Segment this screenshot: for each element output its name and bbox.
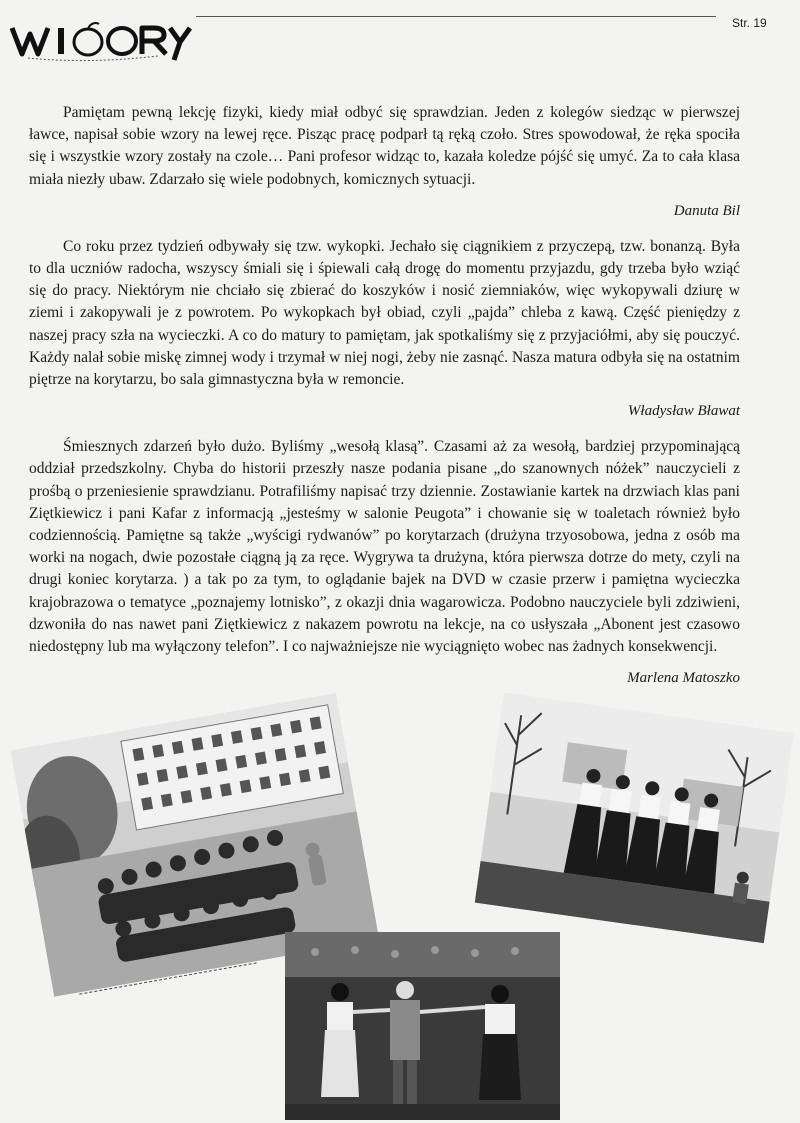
page-number: Str. 19 [732, 16, 767, 30]
article-2-author: Władysław Bławat [627, 403, 740, 420]
logo [8, 18, 198, 62]
photo-dance [285, 932, 560, 1120]
article-2-text: Co roku przez tydzień odbywały się tzw. wykopki. Jechało się ciągnikiem z przyczepą, tzw. bonanzą. Była to dla uczniów radocha, wszyscy śmiali się i śpiewali całą drogę do momentu przyjazdu, gdy trzeba było wziąć się do pracy. Niektórym nie chciało się zbierać do koszyków i nosić ziemniaków, więc wykopywali dziurę w ziemi i zakopywali je z powrotem. Po wykopkach był obiad, czyli „pajda” chleba z kawą. Część pieniędzy z naszej pracy szła na wycieczki. A co do matury to pamiętam, jak spotkaliśmy się z przyjaciółmi, aby się pouczyć. Każdy nalał sobie miskę zimnej wody i trzymał w niej nogi, żeby nie zasnąć. Nasza matura odbyła się na ostatnim piętrze na korytarzu, bo sala gimnastyczna była w remoncie. [29, 237, 740, 389]
article-column [29, 102, 740, 703]
article-1-author: Danuta Bil [673, 202, 740, 219]
header-rule [196, 16, 716, 17]
article-1-text: Pamiętam pewną lekcję fizyki, kiedy miał odbyć się sprawdzian. Jeden z kolegów siedząc w pierwszej ławce, napisał sobie wzory na lewej ręce. Pisząc pracę podparł tą ręką czoło. Stres spowodował, że ręka spociła się i wszystkie wzory zostały na czole… Pani profesor widząc to, kazała koledze pójść się umyć. Za to cała klasa miała niezły ubaw. Zdarzało się wiele podobnych, komicznych sytuacji. [29, 104, 740, 188]
article-3-author: Marlena Matoszko [627, 670, 740, 687]
photo-choir [475, 693, 794, 944]
article-3-text: Śmiesznych zdarzeń było dużo. Byliśmy „wesołą klasą”. Czasami aż za wesołą, bardziej przypominającą oddział przedszkolny. Chyba do historii przeszły nasze podania pisane „do szanownych nóżek” nauczycieli z prośbą o przeniesienie sprawdzianu. Potrafiliśmy napisać trzy dziennie. Zostawianie kartek na drzwiach klas pani Ziętkiewicz i pani Kafar z informacją „jesteśmy w salonie Peugota” i chowanie się w toaletach również było codziennością. Pamiętne są także „wyścigi rydwanów” po korytarzach (drużyna trzyosobowa, jedna z osób ma worki na nogach, dwie pozostałe ciągną ją za ręce. Wygrywa ta drużyna, która pierwsza dotrze do mety, czyli na drugi koniec korytarza. ) a tak po za tym, to oglądanie bajek na DVD w czasie przerw i pamiętna wycieczka krajobrazowa o tematyce „poznajemy lotnisko”, z okazji dnia wagarowicza. Podobno nauczyciele byli zdziwieni, dzwoniła do nas nawet pani Ziętkiewicz z nakazem powrotu na lekcje, na co usłyszała „Abonent jest czasowo niedostępny lub ma wyłączony telefon”. I co najważniejsze nie wyciągnięto wobec nas żadnych konsekwencji. [29, 438, 740, 656]
